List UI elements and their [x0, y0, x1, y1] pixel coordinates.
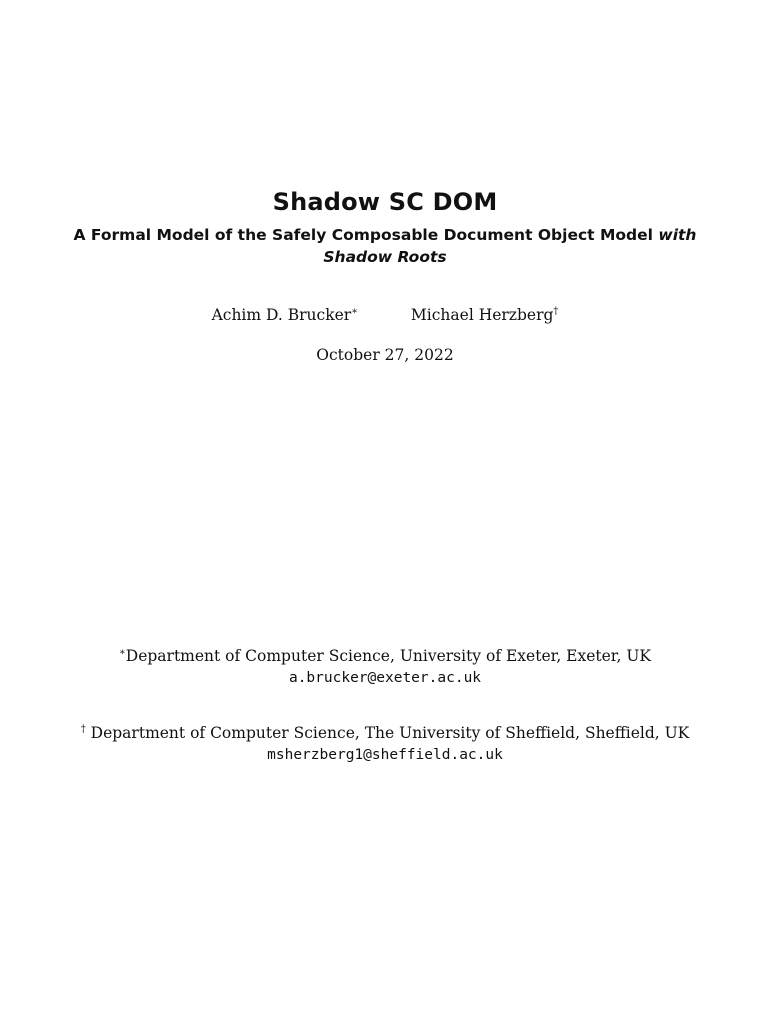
- author-2-mark: †: [553, 306, 559, 317]
- affiliation-1-line: [0, 645, 770, 667]
- author-1-name: Achim D. Brucker: [211, 306, 352, 324]
- affiliation-2-text: Department of Computer Science, The University of Sheffield, Sheffield, UK: [85, 724, 690, 742]
- subtitle-main: A Formal Model of the Safely Composable Document Object Model: [73, 226, 653, 244]
- paper-subtitle: [40, 224, 730, 268]
- paper-date: October 27, 2022: [316, 346, 454, 364]
- subtitle-emphasis: with Shadow Roots: [323, 226, 697, 266]
- affiliation-2-mark: †: [80, 724, 86, 735]
- author-1-mark: ∗: [351, 306, 358, 317]
- affiliation-1-text: Department of Computer Science, University of Exeter, Exeter, UK: [125, 647, 652, 665]
- affiliation-2: [0, 722, 770, 766]
- affiliation-2-email[interactable]: msherzberg1@sheffield.ac.uk: [267, 747, 503, 763]
- author-2: [411, 304, 558, 326]
- affiliation-1: [0, 645, 770, 689]
- paper-title: Shadow SC DOM: [272, 188, 498, 216]
- affiliation-2-line: [0, 722, 770, 744]
- author-list: [0, 304, 770, 326]
- affiliation-1-email[interactable]: a.brucker@exeter.ac.uk: [288, 670, 482, 686]
- author-1: [212, 304, 358, 326]
- author-2-name: Michael Herzberg: [410, 306, 554, 324]
- affiliation-1-mark: ∗: [118, 647, 126, 658]
